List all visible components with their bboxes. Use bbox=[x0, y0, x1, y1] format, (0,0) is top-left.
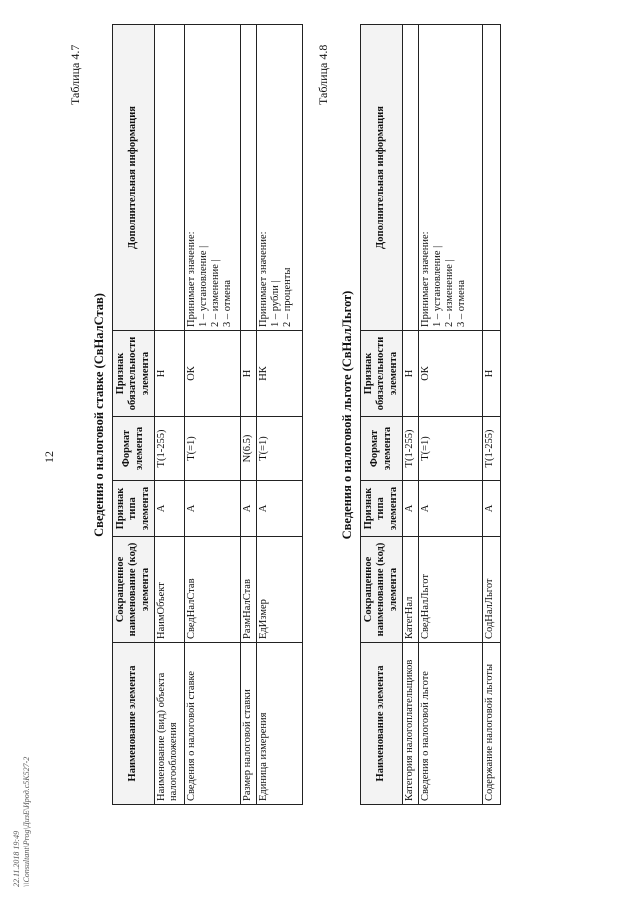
table-row bbox=[257, 25, 303, 805]
cell-mandatory: ОК bbox=[185, 331, 241, 417]
cell-additional-info bbox=[155, 25, 185, 331]
cell-type-flag: А bbox=[483, 481, 501, 537]
table-row bbox=[419, 25, 483, 805]
cell-mandatory: Н bbox=[403, 331, 419, 417]
header-element-name: Наименование элемента bbox=[113, 643, 155, 805]
cell-format: T(1-255) bbox=[403, 417, 419, 481]
cell-element-name: Единица измерения bbox=[257, 643, 303, 805]
table-4-7 bbox=[112, 24, 303, 805]
table-4-8 bbox=[360, 24, 501, 805]
table-label-4-8: Таблица 4.8 bbox=[316, 44, 330, 105]
cell-format: T(1-255) bbox=[155, 417, 185, 481]
header-format: Формат элемента bbox=[113, 417, 155, 481]
table-title-4-8: Сведения о налоговой льготе (СвНалЛьгот) bbox=[340, 290, 354, 540]
header-short-name: Сокращенное наименование (код) элемента bbox=[113, 537, 155, 643]
cell-short-name: ЕдИзмер bbox=[257, 537, 303, 643]
document-signature: 22.11.2018 19:49 \\Consultant\Prog\ДизЕ\Ирод.с5К527-2 bbox=[12, 756, 31, 887]
cell-format: T(=1) bbox=[419, 417, 483, 481]
cell-format: T(=1) bbox=[185, 417, 241, 481]
cell-type-flag: А bbox=[155, 481, 185, 537]
cell-additional-info: Принимает значение: 1 – установление | 2 – изменение | 3 – отмена bbox=[419, 25, 483, 331]
header-type-flag: Признак типа элемента bbox=[361, 481, 403, 537]
table-row bbox=[483, 25, 501, 805]
cell-short-name: НаимОбъект bbox=[155, 537, 185, 643]
table-row bbox=[241, 25, 257, 805]
header-short-name: Сокращенное наименование (код) элемента bbox=[361, 537, 403, 643]
cell-format: N(6.5) bbox=[241, 417, 257, 481]
cell-mandatory: Н bbox=[483, 331, 501, 417]
cell-short-name: СведНалЛьгот bbox=[419, 537, 483, 643]
cell-format: T(1-255) bbox=[483, 417, 501, 481]
header-type-flag: Признак типа элемента bbox=[113, 481, 155, 537]
cell-short-name: РазмНалСтав bbox=[241, 537, 257, 643]
cell-element-name: Категория налогоплательщиков bbox=[403, 643, 419, 805]
cell-element-name: Содержание налоговой льготы bbox=[483, 643, 501, 805]
cell-format: T(=1) bbox=[257, 417, 303, 481]
header-format: Формат элемента bbox=[361, 417, 403, 481]
cell-additional-info: Принимает значение: 1 – рубли | 2 – проценты bbox=[257, 25, 303, 331]
cell-short-name: СведНалСтав bbox=[185, 537, 241, 643]
cell-mandatory: ОК bbox=[419, 331, 483, 417]
cell-type-flag: А bbox=[403, 481, 419, 537]
table-row bbox=[155, 25, 185, 805]
cell-element-name: Сведения о налоговой ставке bbox=[185, 643, 241, 805]
table-row bbox=[403, 25, 419, 805]
cell-additional-info bbox=[483, 25, 501, 331]
cell-mandatory: Н bbox=[241, 331, 257, 417]
table-row bbox=[185, 25, 241, 805]
cell-short-name: КатегНал bbox=[403, 537, 419, 643]
cell-element-name: Сведения о налоговой льготе bbox=[419, 643, 483, 805]
table-title-4-7: Сведения о налоговой ставке (СвНалСтав) bbox=[92, 293, 106, 537]
cell-element-name: Размер налоговой ставки bbox=[241, 643, 257, 805]
page-number: 12 bbox=[42, 451, 56, 463]
header-mandatory: Признак обязательности элемента bbox=[361, 331, 403, 417]
cell-additional-info: Принимает значение: 1 – установление | 2 – изменение | 3 – отмена bbox=[185, 25, 241, 331]
cell-type-flag: А bbox=[257, 481, 303, 537]
cell-short-name: СодНалЛьгот bbox=[483, 537, 501, 643]
header-additional-info: Дополнительная информация bbox=[361, 25, 403, 331]
cell-type-flag: А bbox=[241, 481, 257, 537]
cell-additional-info bbox=[403, 25, 419, 331]
cell-additional-info bbox=[241, 25, 257, 331]
cell-element-name: Наименование (вид) объекта налогообложения bbox=[155, 643, 185, 805]
table-label-4-7: Таблица 4.7 bbox=[68, 44, 82, 105]
header-mandatory: Признак обязательности элемента bbox=[113, 331, 155, 417]
cell-type-flag: А bbox=[419, 481, 483, 537]
cell-mandatory: НК bbox=[257, 331, 303, 417]
header-additional-info: Дополнительная информация bbox=[113, 25, 155, 331]
header-element-name: Наименование элемента bbox=[361, 643, 403, 805]
cell-type-flag: А bbox=[185, 481, 241, 537]
cell-mandatory: Н bbox=[155, 331, 185, 417]
